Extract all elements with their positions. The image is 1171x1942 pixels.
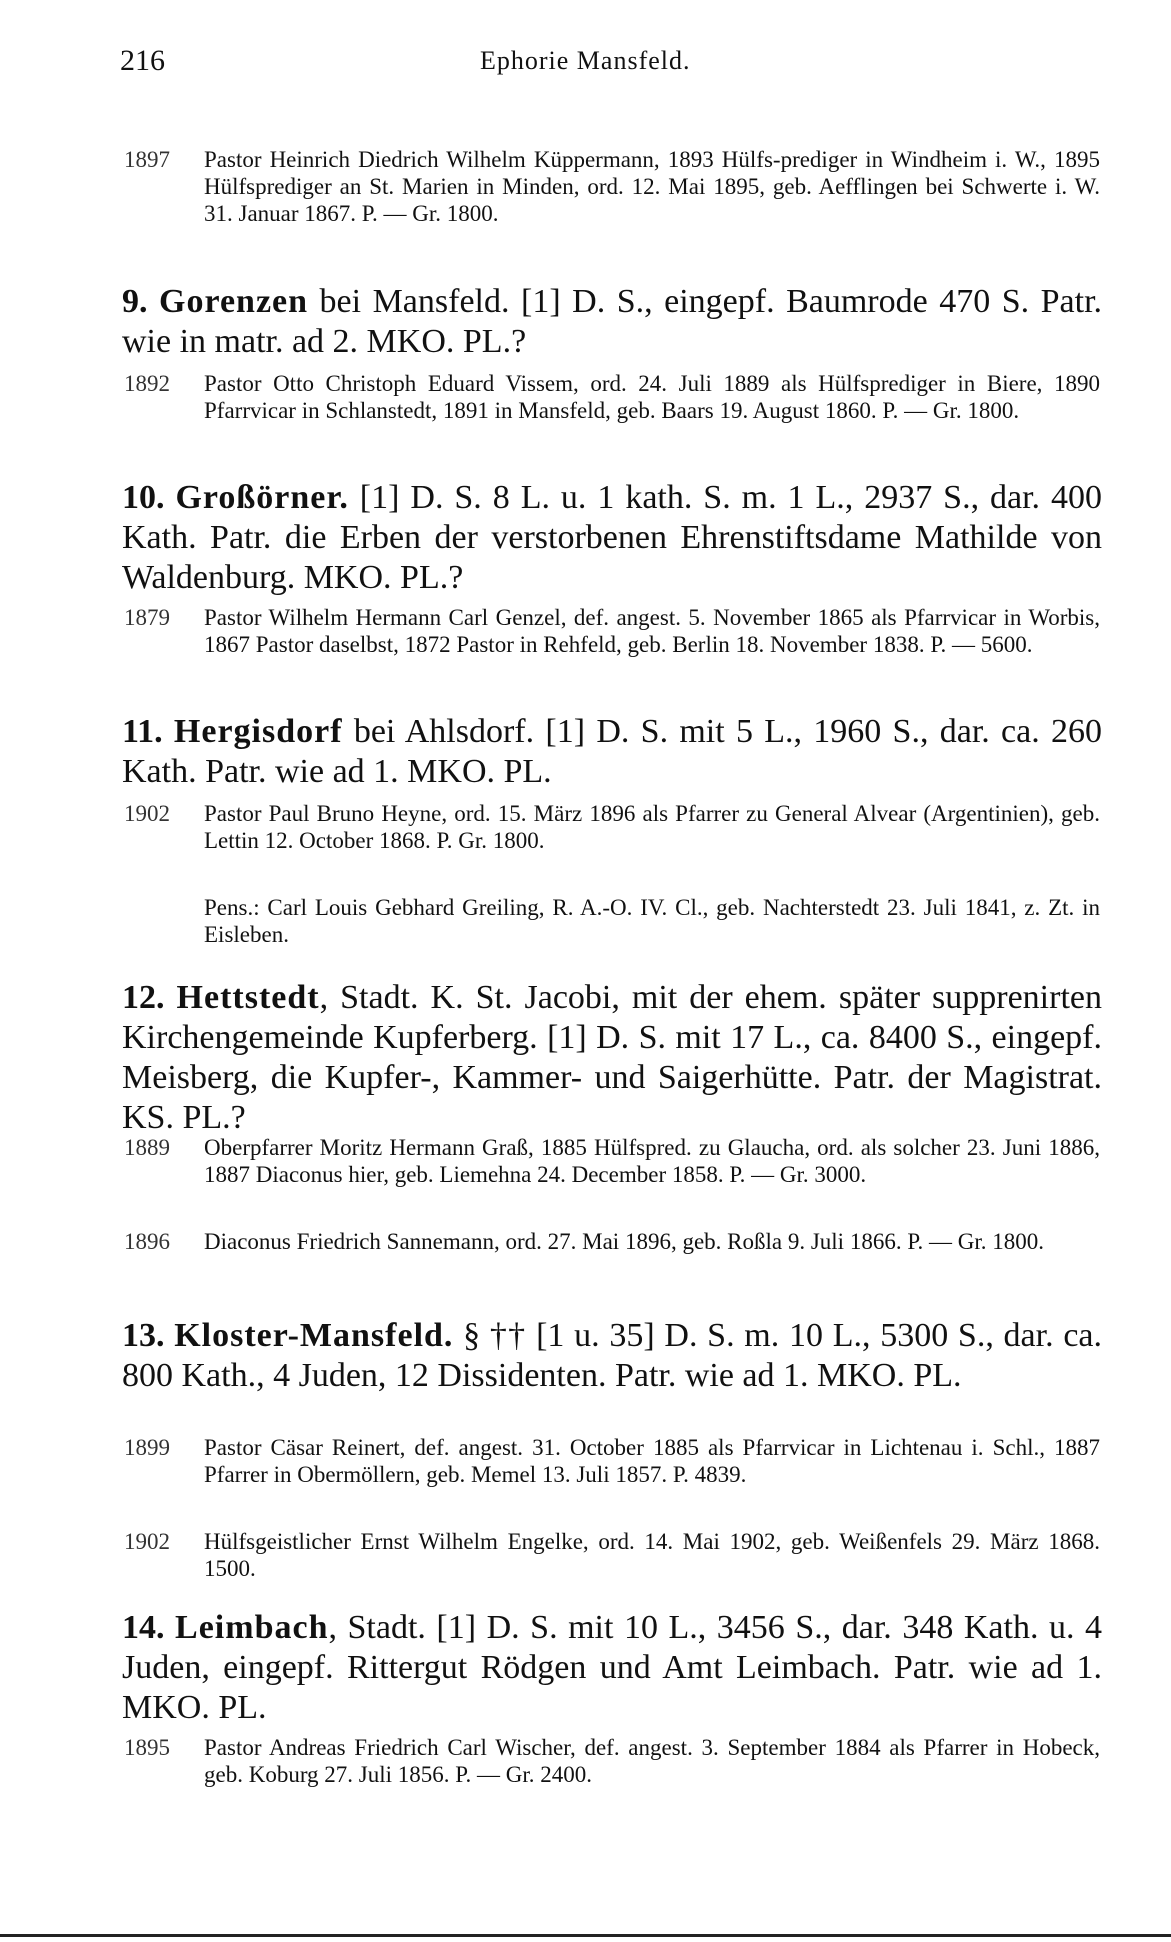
parish-description: § †† [1 u. 35] D. S. m. 10 L., 5300 S., dar. ca. 800 Kath., 4 Juden, 12 Dissidenten. Patr. wie ad 1. MKO. PL.	[122, 1317, 1103, 1394]
parish-number: 10.	[122, 479, 165, 516]
entry-year: 1879	[124, 605, 170, 630]
page-header	[120, 44, 1100, 84]
entry-year: 1899	[124, 1435, 170, 1460]
parish-number: 14.	[122, 1609, 165, 1646]
parish-description: bei Ahlsdorf. [1] D. S. mit 5 L., 1960 S., dar. ca. 260 Kath. Patr. wie ad 1. MKO. PL.	[122, 713, 1102, 790]
entry-year: 1902	[124, 1529, 170, 1554]
parish-number: 11.	[122, 713, 163, 750]
parish-description: , Stadt. [1] D. S. mit 10 L., 3456 S., dar. 348 Kath. u. 4 Juden, eingepf. Rittergut Rödgen und Amt Leimbach. Patr. wie ad 1. MKO. PL.	[122, 1609, 1102, 1726]
clergy-entry	[124, 146, 1100, 227]
running-head: Ephorie Mansfeld.	[480, 46, 691, 75]
entry-year: 1895	[124, 1735, 170, 1760]
clergy-entry	[124, 1734, 1100, 1788]
parish-number: 9.	[122, 283, 148, 320]
parish-heading	[122, 1608, 1102, 1728]
entry-text: Pastor Otto Christoph Eduard Vissem, ord. 24. Juli 1889 als Hülfsprediger in Biere, 1890 Pfarrvicar in Schlanstedt, 1891 in Mansfeld, geb. Baars 19. August 1860. P. — Gr. 1800.	[204, 371, 1100, 423]
parish-name: Gorenzen	[159, 283, 309, 320]
clergy-entry	[124, 370, 1100, 424]
page-bottom-edge	[0, 1934, 1171, 1937]
parish-name: Kloster-Mansfeld.	[174, 1317, 454, 1354]
clergy-entry	[124, 800, 1100, 854]
parish-number: 12.	[122, 979, 165, 1016]
clergy-entry	[124, 1528, 1100, 1582]
entry-year: 1889	[124, 1135, 170, 1160]
clergy-entry	[124, 1434, 1100, 1488]
parish-heading	[122, 478, 1102, 598]
parish-heading	[122, 712, 1102, 792]
entry-text: Pastor Wilhelm Hermann Carl Genzel, def. angest. 5. November 1865 als Pfarrvicar in Worbis, 1867 Pastor daselbst, 1872 Pastor in Rehfeld, geb. Berlin 18. November 1838. P. — 5600.	[204, 605, 1100, 657]
pension-note: Pens.: Carl Louis Gebhard Greiling, R. A.-O. IV. Cl., geb. Nachterstedt 23. Juli 1841, z. Zt. in Eisleben.	[204, 895, 1100, 947]
entry-year: 1897	[124, 147, 170, 172]
entry-year: 1896	[124, 1229, 170, 1254]
parish-number: 13.	[122, 1317, 165, 1354]
entry-text: Pastor Andreas Friedrich Carl Wischer, def. angest. 3. September 1884 als Pfarrer in Hobeck, geb. Koburg 27. Juli 1856. P. — Gr. 2400.	[204, 1735, 1100, 1787]
entry-year: 1892	[124, 371, 170, 396]
parish-name: Hergisdorf	[173, 713, 343, 750]
entry-text: Hülfsgeistlicher Ernst Wilhelm Engelke, ord. 14. Mai 1902, geb. Weißenfels 29. März 1868. 1500.	[204, 1529, 1100, 1581]
entry-text: Oberpfarrer Moritz Hermann Graß, 1885 Hülfspred. zu Glaucha, ord. als solcher 23. Juni 1886, 1887 Diaconus hier, geb. Liemehna 24. December 1858. P. — Gr. 3000.	[204, 1135, 1100, 1187]
entry-text: Pastor Heinrich Diedrich Wilhelm Küppermann, 1893 Hülfs-prediger in Windheim i. W., 1895 Hülfsprediger an St. Marien in Minden, ord. 12. Mai 1895, geb. Aefflingen bei Schwerte i. W. 31. Januar 1867. P. — Gr. 1800.	[204, 147, 1100, 226]
parish-description: [1] D. S. 8 L. u. 1 kath. S. m. 1 L., 2937 S., dar. 400 Kath. Patr. die Erben der verstorbenen Ehrenstiftsdame Mathilde von Waldenburg. MKO. PL.?	[122, 479, 1103, 596]
parish-heading	[122, 282, 1102, 362]
clergy-entry	[124, 1134, 1100, 1188]
parish-heading	[122, 1316, 1102, 1396]
parish-name: Leimbach	[175, 1609, 329, 1646]
parish-name: Hettstedt	[176, 979, 320, 1016]
parish-description: bei Mansfeld. [1] D. S., eingepf. Baumrode 470 S. Patr. wie in matr. ad 2. MKO. PL.?	[122, 283, 1103, 360]
clergy-entry	[124, 1228, 1100, 1255]
parish-description: , Stadt. K. St. Jacobi, mit der ehem. später supprenirten Kirchengemeinde Kupferberg. [1] D. S. mit 17 L., ca. 8400 S., eingepf. Meisberg, die Kupfer-, Kammer- und Saigerhütte. Patr. der Magistrat. KS. PL.?	[122, 979, 1102, 1136]
parish-name: Großörner.	[175, 479, 349, 516]
entry-text: Pastor Paul Bruno Heyne, ord. 15. März 1896 als Pfarrer zu General Alvear (Argentinien), geb. Lettin 12. October 1868. P. Gr. 1800.	[204, 801, 1100, 853]
entry-year: 1902	[124, 801, 170, 826]
parish-heading	[122, 978, 1102, 1138]
entry-text: Pastor Cäsar Reinert, def. angest. 31. October 1885 als Pfarrvicar in Lichtenau i. Schl., 1887 Pfarrer in Obermöllern, geb. Memel 13. Juli 1857. P. 4839.	[204, 1435, 1100, 1487]
entry-text: Diaconus Friedrich Sannemann, ord. 27. Mai 1896, geb. Roßla 9. Juli 1866. P. — Gr. 1800.	[204, 1229, 1045, 1254]
page-number: 216	[120, 44, 165, 77]
clergy-entry	[124, 604, 1100, 658]
